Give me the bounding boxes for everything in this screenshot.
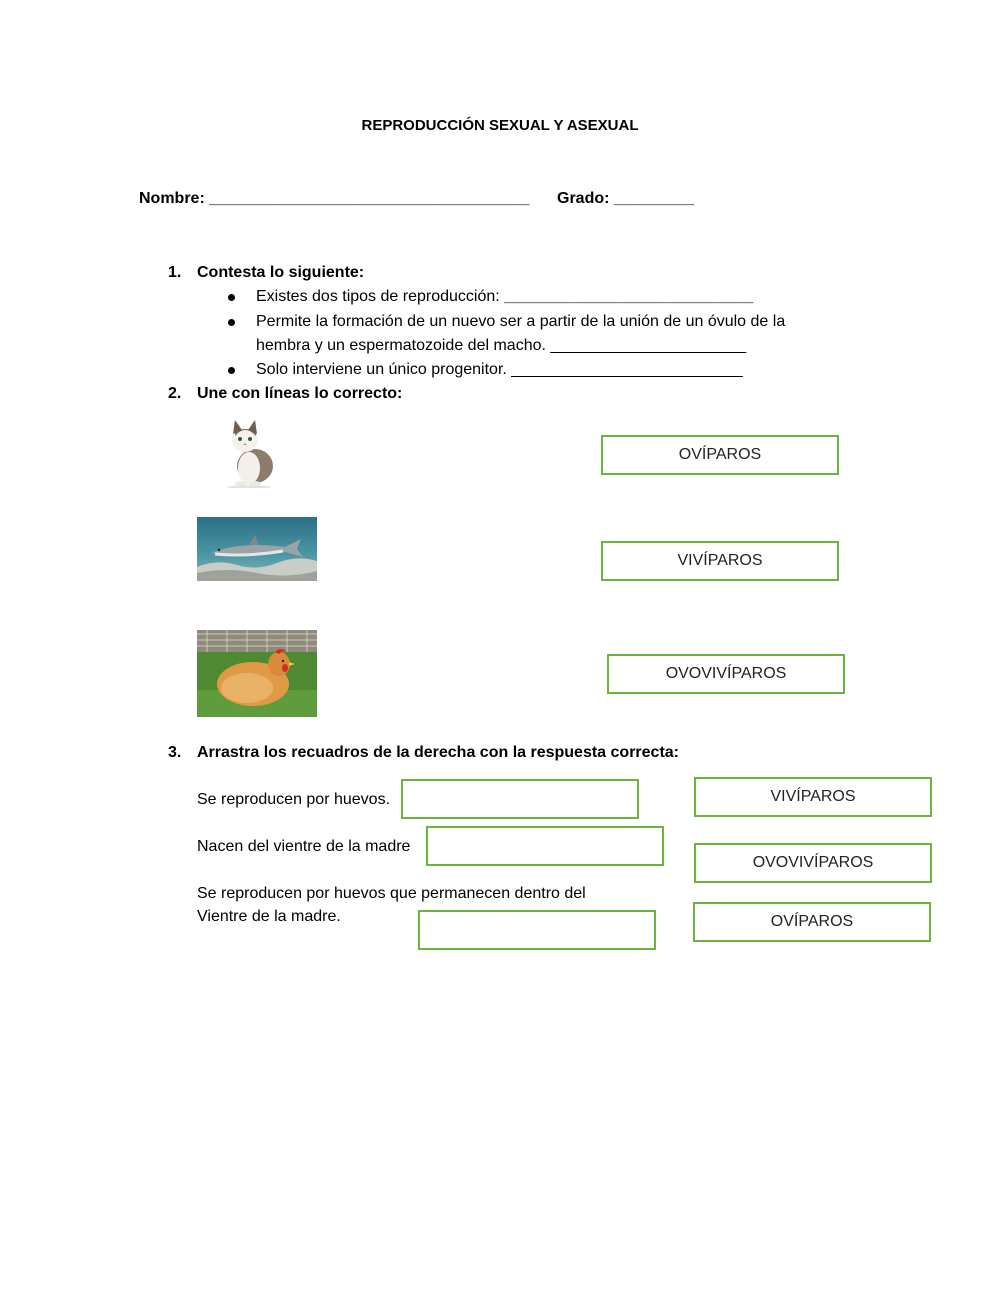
hen-image[interactable] [197, 630, 317, 717]
name-field[interactable]: Nombre: ____________________________________ [139, 190, 530, 207]
shark-icon [197, 517, 317, 581]
q3-prompt-3-line2: Vientre de la madre. [197, 908, 341, 925]
q3-draggable-ovoviviparos[interactable]: OVOVIVÍPAROS [694, 843, 932, 883]
q1-item-1-text: Existes dos tipos de reproducción: [256, 288, 505, 305]
q1-item-1-blank[interactable]: ____________________________ [504, 288, 754, 305]
q2-option-oviparos[interactable]: OVÍPAROS [601, 435, 839, 475]
cat-image[interactable] [219, 414, 277, 488]
q3-draggable-oviparos[interactable]: OVÍPAROS [693, 902, 931, 942]
q2-number: 2. [168, 385, 182, 402]
q3-heading: Arrastra los recuadros de la derecha con la respuesta correcta: [197, 744, 679, 761]
q2-heading: Une con líneas lo correcto: [197, 385, 403, 402]
q3-draggable-viviparos[interactable]: VIVÍPAROS [694, 777, 932, 817]
q1-item-3[interactable]: Solo interviene un único progenitor. __________________________ [256, 361, 743, 378]
q3-drop-target-2[interactable] [426, 826, 664, 866]
page-title: REPRODUCCIÓN SEXUAL Y ASEXUAL [361, 117, 639, 134]
q3-prompt-3-line1: Se reproducen por huevos que permanecen dentro del [197, 885, 586, 902]
q3-drop-target-3[interactable] [418, 910, 656, 950]
bullet-icon [228, 367, 235, 374]
q1-item-1 [256, 288, 753, 306]
q1-item-2-line1: Permite la formación de un nuevo ser a partir de la unión de un óvulo de la [256, 313, 786, 330]
q3-prompt-2: Nacen del vientre de la madre [197, 838, 411, 855]
bullet-icon [228, 294, 235, 301]
grade-field[interactable]: Grado: _________ [557, 190, 694, 207]
q3-prompt-1: Se reproducen por huevos. [197, 791, 391, 808]
q1-heading: Contesta lo siguiente: [197, 264, 365, 281]
q1-item-2-line2[interactable]: hembra y un espermatozoide del macho. ______________________ [256, 337, 747, 354]
bullet-icon [228, 319, 235, 326]
cat-icon [219, 414, 277, 488]
hen-icon [197, 630, 317, 717]
q3-number: 3. [168, 744, 182, 761]
shark-image[interactable] [197, 517, 317, 581]
q3-drop-target-1[interactable] [401, 779, 639, 819]
q1-number: 1. [168, 264, 182, 281]
q2-option-ovoviviparos[interactable]: OVOVIVÍPAROS [607, 654, 845, 694]
q2-option-viviparos[interactable]: VIVÍPAROS [601, 541, 839, 581]
